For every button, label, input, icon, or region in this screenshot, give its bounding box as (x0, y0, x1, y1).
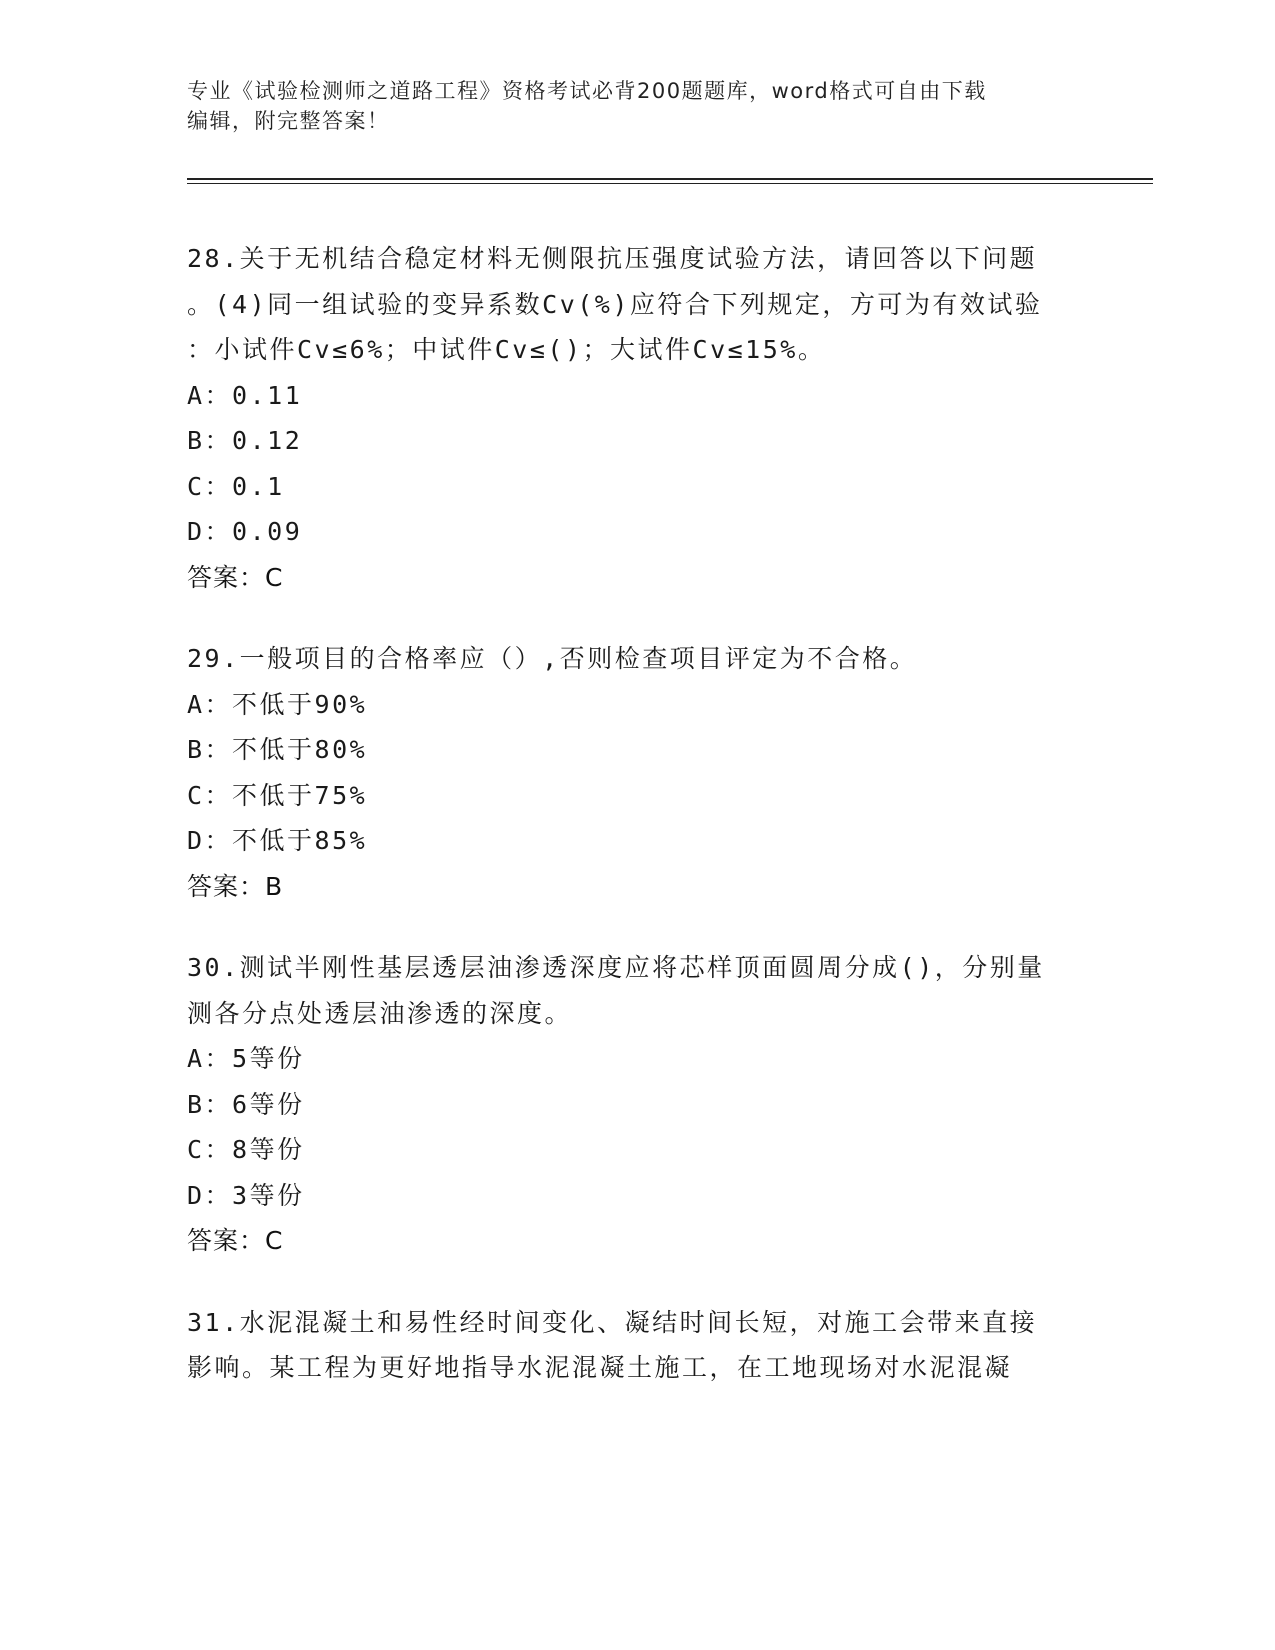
header-rule-thin (187, 183, 1153, 184)
option-b: B：不低于80% (187, 735, 368, 764)
option-d: D：不低于85% (187, 826, 368, 855)
question-29 (187, 636, 1087, 909)
option-b: B：6等份 (187, 1089, 305, 1119)
option-d: D：3等份 (187, 1180, 305, 1210)
option-a: A：不低于90% (187, 689, 368, 719)
option-b: B：0.12 (187, 426, 303, 455)
header-rule-thick (187, 178, 1153, 180)
question-stem-line: 30.测试半刚性基层透层油渗透深度应将芯样顶面圆周分成()，分别量 (187, 953, 1045, 982)
question-list (187, 236, 1087, 1427)
question-stem-line: 31.水泥混凝土和易性经时间变化、凝结时间长短，对施工会带来直接 (187, 1307, 1038, 1337)
question-stem-line: 。(4)同一组试验的变异系数Cv(%)应符合下列规定，方可为有效试验 (187, 289, 1043, 319)
answer-line: 答案：C (187, 562, 284, 592)
option-c: C：8等份 (187, 1135, 305, 1164)
question-stem-line: 测各分点处透层油渗透的深度。 (187, 998, 573, 1028)
answer-line: 答案：B (187, 871, 284, 901)
document-header (187, 76, 1067, 136)
option-a: A：5等份 (187, 1044, 305, 1073)
option-c: C：不低于75% (187, 780, 368, 810)
question-stem-line: ：小试件Cv≤6%；中试件Cv≤()；大试件Cv≤15%。 (187, 335, 826, 364)
option-c: C：0.1 (187, 471, 285, 501)
header-line-1: 专业《试验检测师之道路工程》资格考试必背200题题库，word格式可自由下载 (187, 79, 987, 103)
question-stem-line: 28.关于无机结合稳定材料无侧限抗压强度试验方法，请回答以下问题 (187, 244, 1038, 273)
question-30 (187, 945, 1087, 1264)
option-d: D：0.09 (187, 517, 303, 546)
question-31 (187, 1300, 1087, 1391)
header-line-2: 编辑，附完整答案！ (187, 109, 390, 133)
question-28 (187, 236, 1087, 600)
option-a: A：0.11 (187, 380, 303, 410)
question-stem-line: 29.一般项目的合格率应（）,否则检查项目评定为不合格。 (187, 644, 918, 673)
answer-line: 答案：C (187, 1226, 284, 1255)
question-stem-line: 影响。某工程为更好地指导水泥混凝土施工，在工地现场对水泥混凝 (187, 1353, 1013, 1382)
